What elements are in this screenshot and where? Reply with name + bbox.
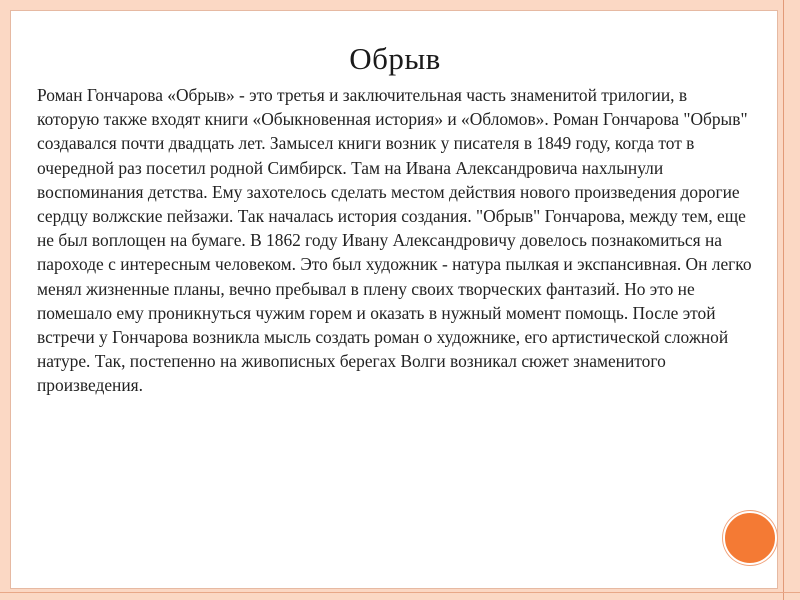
orange-circle-icon: [723, 511, 777, 565]
frame-line-bottom: [0, 592, 800, 593]
slide-body-text: Роман Гончарова «Обрыв» - это третья и заключительная часть знаменитой трилогии, в которую также входят книги «Обыкновенная история» и «Обломов». Роман Гончарова "Обрыв" создавался почти двадцать лет. Замысел книги возник у писателя в 1849 году, когда тот в очередной раз посетил родной Симбирск. Там на Ивана Александровича нахлынули воспоминания детства. Ему захотелось сделать местом действия нового произведения дорогие сердцу волжские пейзажи. Так началась история создания. "Обрыв" Гончарова, между тем, еще не был воплощен на бумаге. В 1862 году Ивану Александровичу довелось познакомиться на пароходе с интересным человеком. Это был художник - натура пылкая и экспансивная. Он легко менял жизненные планы, вечно пребывал в плену своих творческих фантазий. Но это не помешало ему проникнуться чужим горем и оказать в нужный момент помощь. После этой встречи у Гончарова возникла мысль создать роман о художнике, его артистической сложной натуре. Так, постепенно на живописных берегах Волги возникал сюжет знаменитого произведения.: [37, 85, 752, 396]
slide: [10, 10, 778, 589]
slide-title: Обрыв: [349, 41, 441, 76]
frame-line-right: [783, 0, 784, 600]
